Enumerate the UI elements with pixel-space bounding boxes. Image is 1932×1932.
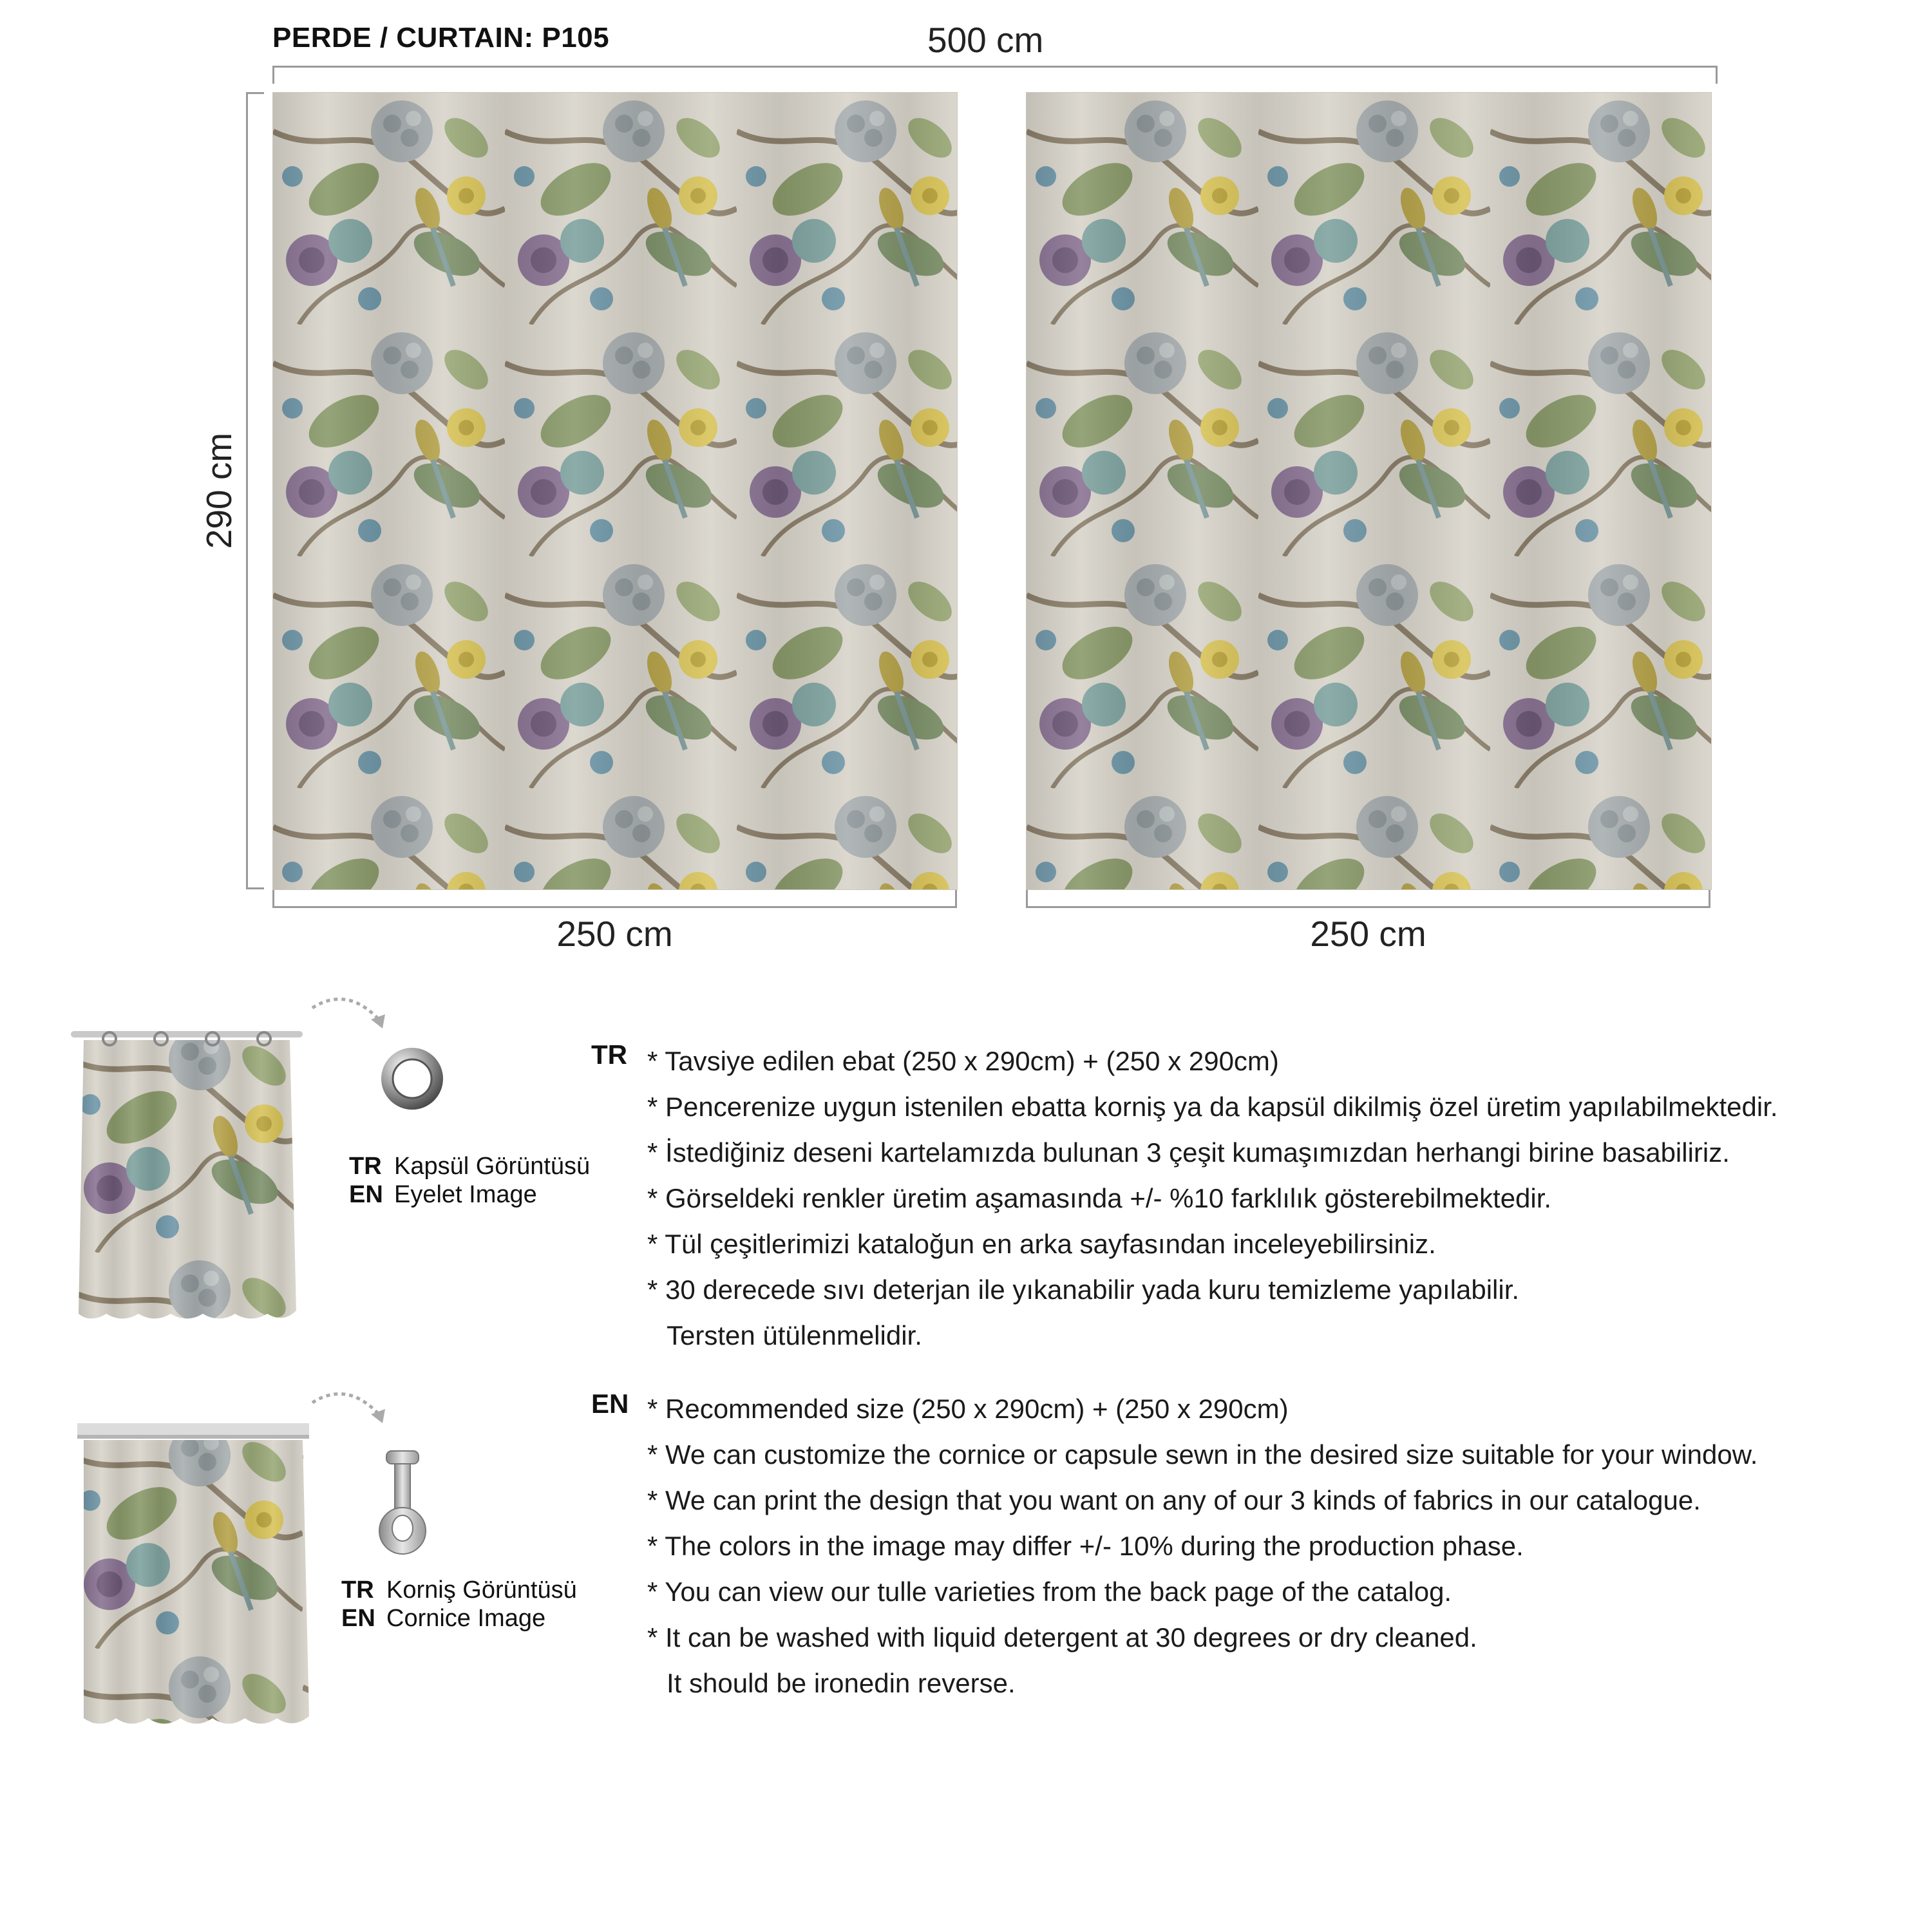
- notes-en-line-3: * We can print the design that you want on any of our 3 kinds of fabrics in our catalogue.: [647, 1485, 1701, 1515]
- notes-tr-line-2: * Pencerenize uygun istenilen ebatta korniş ya da kapsül dikilmiş özel üretim yapılabilmektedir.: [647, 1092, 1778, 1122]
- notes-tr-line-1: * Tavsiye edilen ebat (250 x 290cm) + (250 x 290cm): [647, 1046, 1279, 1076]
- right-width-tick-left: [1026, 890, 1028, 908]
- notes-tr-code: TR: [591, 1039, 627, 1070]
- right-width-line: [1026, 906, 1710, 908]
- eyelet-arrow-icon: [309, 989, 393, 1040]
- cornice-hook-icon: [374, 1446, 431, 1562]
- cornice-caption-en: [341, 1605, 545, 1633]
- notes-en-line-1: * Recommended size (250 x 290cm) + (250 x 290cm): [647, 1394, 1289, 1424]
- height-tick-top: [246, 92, 264, 94]
- notes-en-line-5: * You can view our tulle varieties from the back page of the catalog.: [647, 1577, 1452, 1607]
- eyelet-ring-icon: [377, 1043, 448, 1114]
- total-width-tick-right: [1716, 66, 1718, 84]
- cornice-tr-label: Korniş Görüntüsü: [386, 1577, 577, 1604]
- eyelet-en-label: Eyelet Image: [394, 1181, 537, 1208]
- notes-en-code: EN: [591, 1388, 629, 1419]
- notes-tr-line-4: * Görseldeki renkler üretim aşamasında +/- %10 farklılık gösterebilmektedir.: [647, 1183, 1552, 1213]
- eyelet-caption-en: [349, 1181, 537, 1209]
- notes-tr-line-6: * 30 derecede sıvı deterjan ile yıkanabilir yada kuru temizleme yapılabilir.: [647, 1274, 1520, 1305]
- eyelet-tr-label: Kapsül Görüntüsü: [394, 1153, 591, 1180]
- cornice-en-code: EN: [341, 1605, 375, 1632]
- height-line: [246, 92, 248, 889]
- left-width-line: [272, 906, 957, 908]
- total-width-tick-left: [272, 66, 274, 84]
- cornice-tr-code: TR: [341, 1577, 374, 1604]
- right-width-label: 250 cm: [1310, 914, 1426, 954]
- curtain-panel-left: [272, 92, 958, 890]
- cornice-arrow-icon: [309, 1383, 393, 1435]
- notes-en-line-2: * We can customize the cornice or capsule sewn in the desired size suitable for your window.: [647, 1439, 1758, 1470]
- eyelet-curtain-thumbnail: [71, 1021, 303, 1330]
- eyelet-caption-tr: [349, 1153, 590, 1180]
- total-width-label: 500 cm: [927, 20, 1044, 60]
- height-label: 290 cm: [199, 432, 239, 549]
- left-width-tick-left: [272, 890, 274, 908]
- notes-tr-line-7: Tersten ütülenmelidir.: [667, 1320, 922, 1350]
- product-title: PERDE / CURTAIN: P105: [272, 22, 610, 53]
- right-width-tick-right: [1709, 890, 1710, 908]
- notes-en-line-6: * It can be washed with liquid detergent at 30 degrees or dry cleaned.: [647, 1622, 1477, 1653]
- curtain-panel-right: [1026, 92, 1712, 890]
- notes-tr-line-3: * İstediğiniz deseni kartelamızda bulunan 3 çeşit kumaşımızdan herhangi birine basabiliriz.: [647, 1137, 1730, 1168]
- height-tick-bottom: [246, 887, 264, 889]
- notes-tr-line-5: * Tül çeşitlerimizi kataloğun en arka sayfasından inceleyebilirsiniz.: [647, 1229, 1436, 1259]
- notes-en-line-7: It should be ironedin reverse.: [667, 1668, 1016, 1698]
- left-width-label: 250 cm: [556, 914, 673, 954]
- eyelet-en-code: EN: [349, 1181, 383, 1208]
- notes-en-line-4: * The colors in the image may differ +/- 10% during the production phase.: [647, 1531, 1524, 1561]
- left-width-tick-right: [955, 890, 957, 908]
- eyelet-tr-code: TR: [349, 1153, 382, 1180]
- cornice-caption-tr: [341, 1577, 577, 1604]
- cornice-curtain-thumbnail: [71, 1417, 316, 1732]
- cornice-en-label: Cornice Image: [386, 1605, 546, 1632]
- total-width-line: [272, 66, 1718, 68]
